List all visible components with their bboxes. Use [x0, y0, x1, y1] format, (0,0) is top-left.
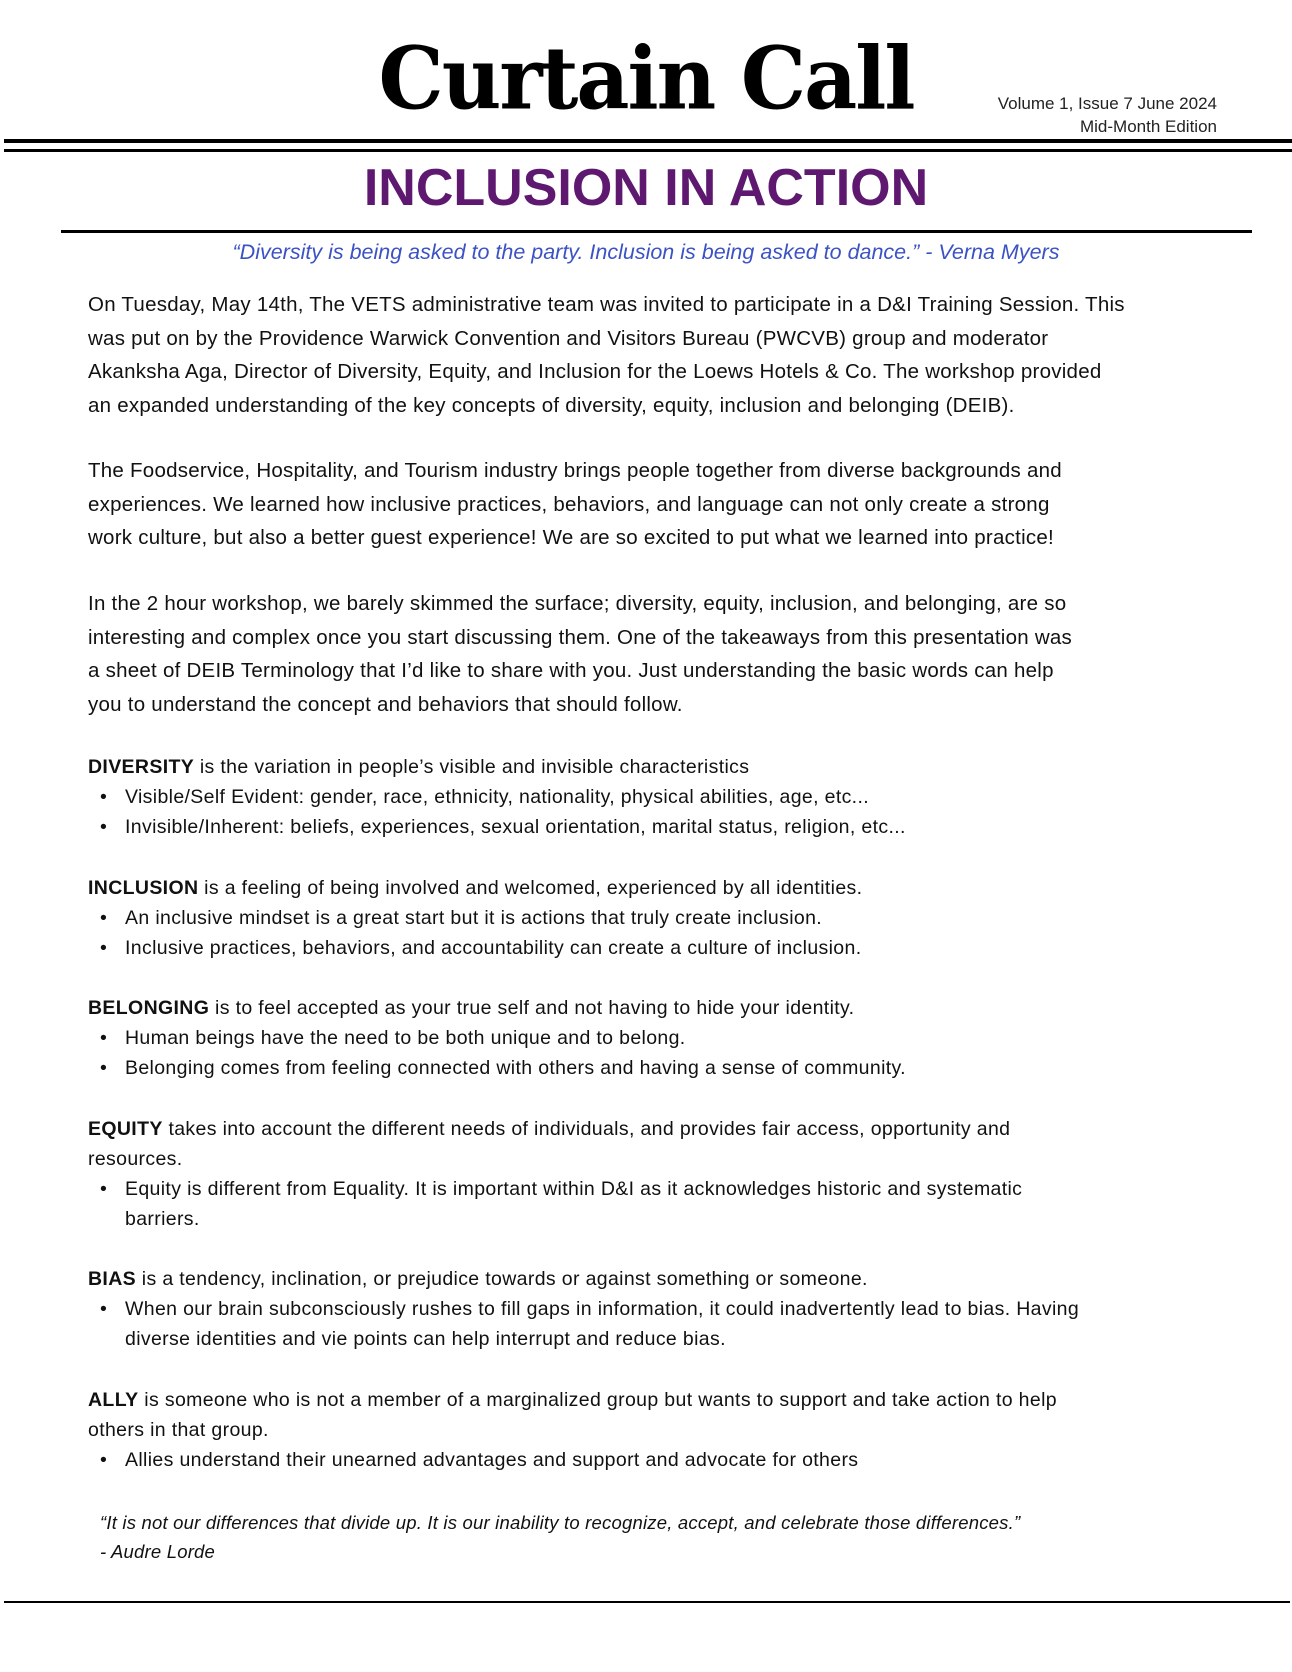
- bullet-item: [88, 812, 906, 842]
- definition-text-cont: resources.: [88, 1148, 183, 1170]
- definition-line: [88, 873, 862, 903]
- definition-belonging: [88, 993, 906, 1083]
- bullet-text: barriers.: [125, 1208, 200, 1230]
- definition-line: [88, 1264, 1079, 1294]
- bullet-icon: •: [100, 1027, 108, 1049]
- bullet-item: [88, 782, 906, 812]
- bullet-text: Visible/Self Evident: gender, race, ethnicity, nationality, physical abilities, age, etc...: [125, 786, 869, 808]
- paragraph-line: work culture, but also a better guest experience! We are so excited to put what we learned into practice!: [88, 526, 1054, 550]
- bullet-text: Human beings have the need to be both unique and to belong.: [125, 1027, 686, 1049]
- definition-term: DIVERSITY: [88, 756, 195, 778]
- headline-rule: [61, 230, 1252, 233]
- bullet-icon: •: [100, 786, 108, 808]
- bullet-item-cont: [88, 1324, 1079, 1354]
- bullet-text: Invisible/Inherent: beliefs, experiences, sexual orientation, marital status, religion, etc...: [125, 816, 906, 838]
- definition-term: ALLY: [88, 1389, 139, 1411]
- bullet-text: When our brain subconsciously rushes to fill gaps in information, it could inadvertently lead to bias. Having: [125, 1298, 1080, 1320]
- definition-term: EQUITY: [88, 1118, 163, 1140]
- definition-line: [88, 1385, 1057, 1415]
- headline: INCLUSION IN ACTION: [363, 159, 929, 217]
- definition-text: is a tendency, inclination, or prejudice towards or against something or someone.: [136, 1268, 868, 1290]
- closing-quote-text: “It is not our differences that divide up. It is our inability to recognize, accept, and celebrate those differences.”: [100, 1512, 1021, 1533]
- bullet-item-cont: [88, 1204, 1022, 1234]
- bullet-icon: •: [100, 1298, 108, 1320]
- issue-volume: Volume 1, Issue 7 June 2024: [997, 94, 1217, 113]
- bullet-item: [88, 1053, 906, 1083]
- footer-rule: [4, 1601, 1290, 1603]
- paragraph-line: In the 2 hour workshop, we barely skimmed the surface; diversity, equity, inclusion, and belonging, are so: [88, 592, 1067, 615]
- definition-equity: [88, 1114, 1022, 1234]
- bullet-icon: •: [100, 1449, 108, 1471]
- definition-text-cont: others in that group.: [88, 1419, 269, 1441]
- paragraph-line: The Foodservice, Hospitality, and Tourism industry brings people together from diverse backgrounds and: [88, 459, 1062, 482]
- paragraph-line: an expanded understanding of the key concepts of diversity, equity, inclusion and belonging (DEIB).: [88, 393, 1015, 417]
- definition-line: [88, 993, 906, 1023]
- body-paragraph: [88, 288, 1125, 422]
- definition-text: is the variation in people’s visible and invisible characteristics: [194, 756, 750, 778]
- definition-line: [88, 1114, 1022, 1144]
- bullet-text: diverse identities and vie points can help interrupt and reduce bias.: [125, 1328, 726, 1350]
- definition-diversity: [88, 752, 906, 842]
- bullet-item: [88, 1174, 1022, 1204]
- bullet-icon: •: [100, 907, 108, 929]
- body-paragraph: [88, 587, 1072, 721]
- definition-text: is to feel accepted as your true self and not having to hide your identity.: [209, 997, 855, 1019]
- bullet-item: [88, 1294, 1079, 1324]
- bullet-text: Belonging comes from feeling connected with others and having a sense of community.: [125, 1057, 906, 1079]
- masthead-rule-bottom: [4, 149, 1292, 152]
- definition-text: is someone who is not a member of a marginalized group but wants to support and take action to help: [138, 1389, 1057, 1411]
- definition-text: takes into account the different needs of individuals, and provides fair access, opportunity and: [162, 1118, 1011, 1140]
- masthead-title: Curtain Call: [378, 28, 914, 130]
- definition-bias: [88, 1264, 1079, 1354]
- opening-quote: “Diversity is being asked to the party. Inclusion is being asked to dance.” - Verna Myers: [232, 240, 1060, 264]
- definition-term: INCLUSION: [88, 877, 199, 899]
- definition-ally: [88, 1385, 1057, 1475]
- bullet-icon: •: [100, 816, 108, 838]
- definition-inclusion: [88, 873, 862, 963]
- masthead-rule-top: [4, 139, 1292, 143]
- bullet-icon: •: [100, 1057, 108, 1079]
- bullet-icon: •: [100, 937, 108, 959]
- bullet-item: [88, 1023, 906, 1053]
- bullet-icon: •: [100, 1178, 108, 1200]
- definition-term: BIAS: [88, 1268, 136, 1290]
- bullet-item: [88, 903, 862, 933]
- issue-info: [998, 92, 1217, 138]
- closing-quote: [100, 1508, 1020, 1566]
- bullet-text: Equity is different from Equality. It is important within D&I as it acknowledges historic and systematic: [125, 1178, 1023, 1200]
- bullet-text: Inclusive practices, behaviors, and accountability can create a culture of inclusion.: [125, 937, 862, 959]
- paragraph-line: interesting and complex once you start discussing them. One of the takeaways from this presentation was: [88, 625, 1073, 649]
- bullet-text: Allies understand their unearned advantages and support and advocate for others: [125, 1449, 859, 1471]
- definition-line: [88, 752, 906, 782]
- definition-text: is a feeling of being involved and welcomed, experienced by all identities.: [198, 877, 863, 899]
- definition-term: BELONGING: [88, 997, 210, 1019]
- issue-edition: Mid-Month Edition: [1079, 117, 1217, 136]
- body-paragraph: [88, 454, 1062, 555]
- bullet-item: [88, 933, 862, 963]
- paragraph-line: On Tuesday, May 14th, The VETS administrative team was invited to participate in a D&I Training Session. This: [88, 293, 1125, 316]
- bullet-item: [88, 1445, 1057, 1475]
- paragraph-line: was put on by the Providence Warwick Convention and Visitors Bureau (PWCVB) group and moderator: [88, 326, 1049, 350]
- paragraph-line: experiences. We learned how inclusive practices, behaviors, and language can not only create a strong: [88, 492, 1050, 516]
- closing-quote-author: - Audre Lorde: [100, 1541, 216, 1562]
- paragraph-line: you to understand the concept and behaviors that should follow.: [88, 692, 683, 716]
- paragraph-line: a sheet of DEIB Terminology that I’d like to share with you. Just understanding the basic words can help: [88, 659, 1054, 683]
- paragraph-line: Akanksha Aga, Director of Diversity, Equity, and Inclusion for the Loews Hotels & Co. The workshop provided: [88, 360, 1102, 384]
- bullet-text: An inclusive mindset is a great start but it is actions that truly create inclusion.: [125, 907, 823, 929]
